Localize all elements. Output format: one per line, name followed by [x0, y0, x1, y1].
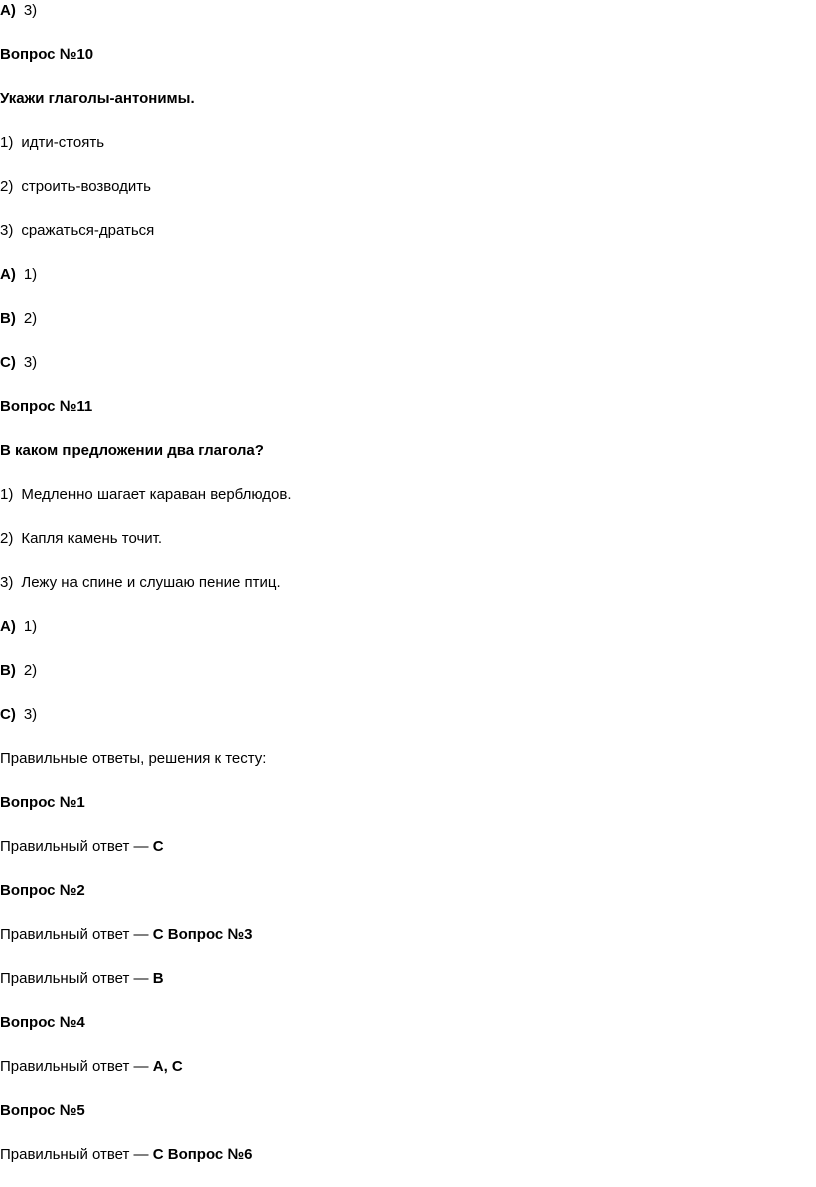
a4-heading: Вопрос №4 — [0, 1014, 85, 1031]
answer-prefix: Правильный ответ — — [0, 1058, 149, 1075]
answer-value: C — [152, 1146, 164, 1163]
answer-prefix: Правильный ответ — — [0, 838, 149, 855]
answer-prefix: Правильный ответ — — [0, 1146, 149, 1163]
q11-prompt: В каком предложении два глагола? — [0, 442, 264, 459]
a2-heading: Вопрос №2 — [0, 882, 85, 899]
q10-option-a — [0, 265, 37, 285]
item-number: 2) — [0, 530, 14, 547]
option-letter: C) — [0, 354, 16, 371]
option-letter: A) — [0, 618, 16, 635]
q11-item-3 — [0, 573, 281, 593]
item-text: сражаться-драться — [21, 222, 155, 239]
option-value: 3) — [23, 354, 38, 371]
option-value: 3) — [23, 2, 38, 19]
a2-answer — [0, 925, 253, 945]
answer-value: C — [152, 838, 164, 855]
option-letter: B) — [0, 310, 16, 327]
a5-answer — [0, 1145, 253, 1165]
q11-item-1 — [0, 485, 292, 505]
q10-item-2 — [0, 177, 151, 197]
item-number: 3) — [0, 222, 14, 239]
item-number: 1) — [0, 134, 14, 151]
option-value: 3) — [23, 706, 38, 723]
a6-heading: Вопрос №6 — [167, 1146, 253, 1163]
item-text: Лежу на спине и слушаю пение птиц. — [21, 574, 281, 591]
answer-value: B — [152, 970, 164, 987]
a1-answer — [0, 837, 164, 857]
answers-intro: Правильные ответы, решения к тесту: — [0, 750, 267, 767]
item-number: 1) — [0, 486, 14, 503]
option-letter: B) — [0, 662, 16, 679]
a4-answer — [0, 1057, 183, 1077]
option-value: 2) — [23, 662, 38, 679]
option-value: 1) — [23, 618, 38, 635]
a1-heading: Вопрос №1 — [0, 794, 85, 811]
option-letter: A) — [0, 266, 16, 283]
q11-heading: Вопрос №11 — [0, 398, 93, 415]
q10-prompt: Укажи глаголы-антонимы. — [0, 90, 195, 107]
a3-answer — [0, 969, 164, 989]
a5-heading: Вопрос №5 — [0, 1102, 85, 1119]
item-text: Капля камень точит. — [21, 530, 163, 547]
q10-item-3 — [0, 221, 154, 241]
item-number: 3) — [0, 574, 14, 591]
q10-item-1 — [0, 133, 104, 153]
top-option — [0, 1, 37, 21]
option-value: 2) — [23, 310, 38, 327]
q11-option-b — [0, 661, 37, 681]
item-text: строить-возводить — [21, 178, 151, 195]
option-letter: C) — [0, 706, 16, 723]
q10-option-c — [0, 353, 37, 373]
q11-item-2 — [0, 529, 162, 549]
q11-option-c — [0, 705, 37, 725]
item-text: идти-стоять — [21, 134, 105, 151]
answer-value: C — [152, 926, 164, 943]
option-letter: A) — [0, 2, 16, 19]
answer-prefix: Правильный ответ — — [0, 970, 149, 987]
answer-value: A, C — [152, 1058, 183, 1075]
option-value: 1) — [23, 266, 38, 283]
item-text: Медленно шагает караван верблюдов. — [21, 486, 292, 503]
answer-prefix: Правильный ответ — — [0, 926, 149, 943]
item-number: 2) — [0, 178, 14, 195]
q10-heading: Вопрос №10 — [0, 46, 94, 63]
q11-option-a — [0, 617, 37, 637]
q10-option-b — [0, 309, 37, 329]
a3-heading: Вопрос №3 — [167, 926, 253, 943]
